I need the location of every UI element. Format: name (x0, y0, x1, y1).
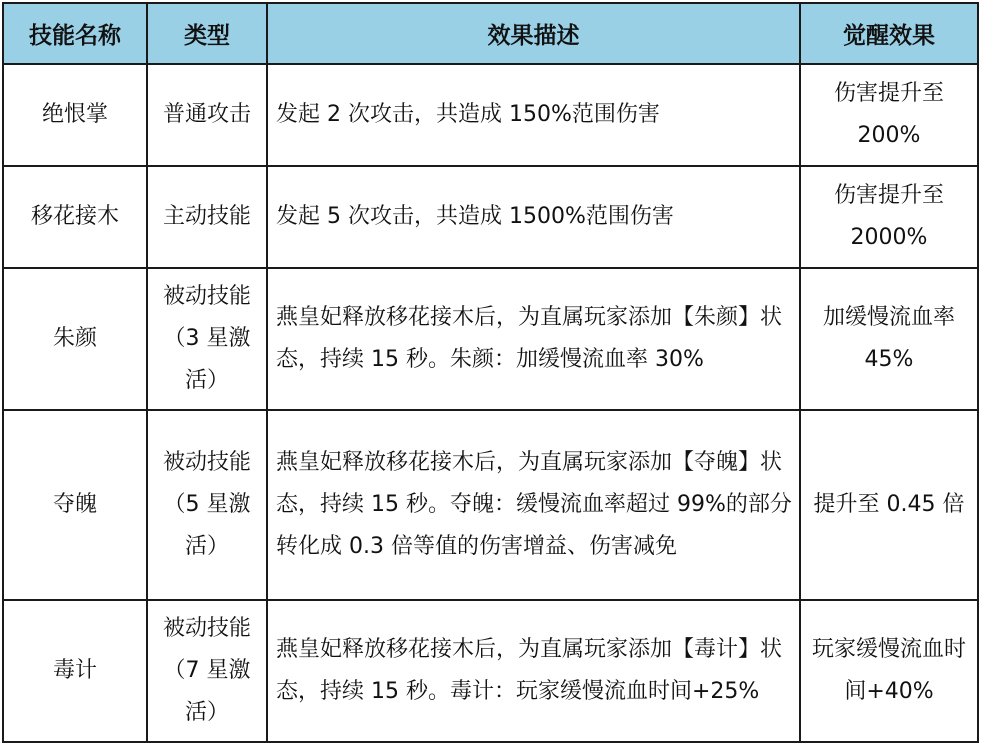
header-type: 类型 (147, 3, 267, 64)
cell-awaken-text: 伤害提升至 2000% (833, 183, 944, 250)
cell-effect-description: 燕皇妃释放移花接木后，为直属玩家添加【朱颜】状态，持续 15 秒。朱颜：加缓慢流血率 30% (267, 268, 800, 410)
table-row (3, 166, 978, 268)
cell-type-text: 被动技能（7 星激活） (162, 616, 251, 725)
table-row (3, 64, 978, 166)
cell-awaken-effect (800, 600, 978, 742)
cell-effect-description: 发起 5 次攻击，共造成 1500%范围伤害 (267, 166, 800, 268)
cell-type (147, 410, 267, 600)
cell-awaken-text: 加缓慢流血率 45% (822, 305, 955, 372)
cell-skill-name: 朱颜 (3, 268, 147, 410)
header-skill-name: 技能名称 (3, 3, 147, 64)
cell-type-text: 普通攻击 (162, 102, 251, 127)
cell-effect-description: 燕皇妃释放移花接木后，为直属玩家添加【毒计】状态，持续 15 秒。毒计：玩家缓慢流血时间+25% (267, 600, 800, 742)
header-awaken-effect: 觉醒效果 (800, 3, 978, 64)
cell-awaken-effect (800, 64, 978, 166)
cell-awaken-text: 伤害提升至 200% (833, 81, 944, 148)
table-row (3, 268, 978, 410)
cell-type (147, 268, 267, 410)
cell-type-text: 被动技能（3 星激活） (162, 284, 251, 393)
cell-type (147, 166, 267, 268)
table-row (3, 410, 978, 600)
cell-awaken-text: 玩家缓慢流血时间+40% (811, 637, 966, 704)
cell-effect-description: 燕皇妃释放移花接木后，为直属玩家添加【夺魄】状态，持续 15 秒。夺魄：缓慢流血率超过 99%的部分转化成 0.3 倍等值的伤害增益、伤害减免 (267, 410, 800, 600)
cell-type (147, 600, 267, 742)
cell-awaken-effect (800, 268, 978, 410)
cell-awaken-effect (800, 166, 978, 268)
cell-type-text: 主动技能 (162, 204, 251, 229)
table-header-row (3, 3, 978, 64)
cell-skill-name: 移花接木 (3, 166, 147, 268)
cell-type (147, 64, 267, 166)
skill-table (2, 2, 979, 743)
header-effect-description: 效果描述 (267, 3, 800, 64)
skill-table-container (2, 2, 979, 743)
cell-skill-name: 毒计 (3, 600, 147, 742)
cell-skill-name: 夺魄 (3, 410, 147, 600)
cell-awaken-effect (800, 410, 978, 600)
cell-type-text: 被动技能（5 星激活） (162, 450, 251, 559)
cell-awaken-text: 提升至 0.45 倍 (813, 492, 965, 517)
cell-skill-name: 绝恨掌 (3, 64, 147, 166)
table-row (3, 600, 978, 742)
cell-effect-description: 发起 2 次攻击，共造成 150%范围伤害 (267, 64, 800, 166)
